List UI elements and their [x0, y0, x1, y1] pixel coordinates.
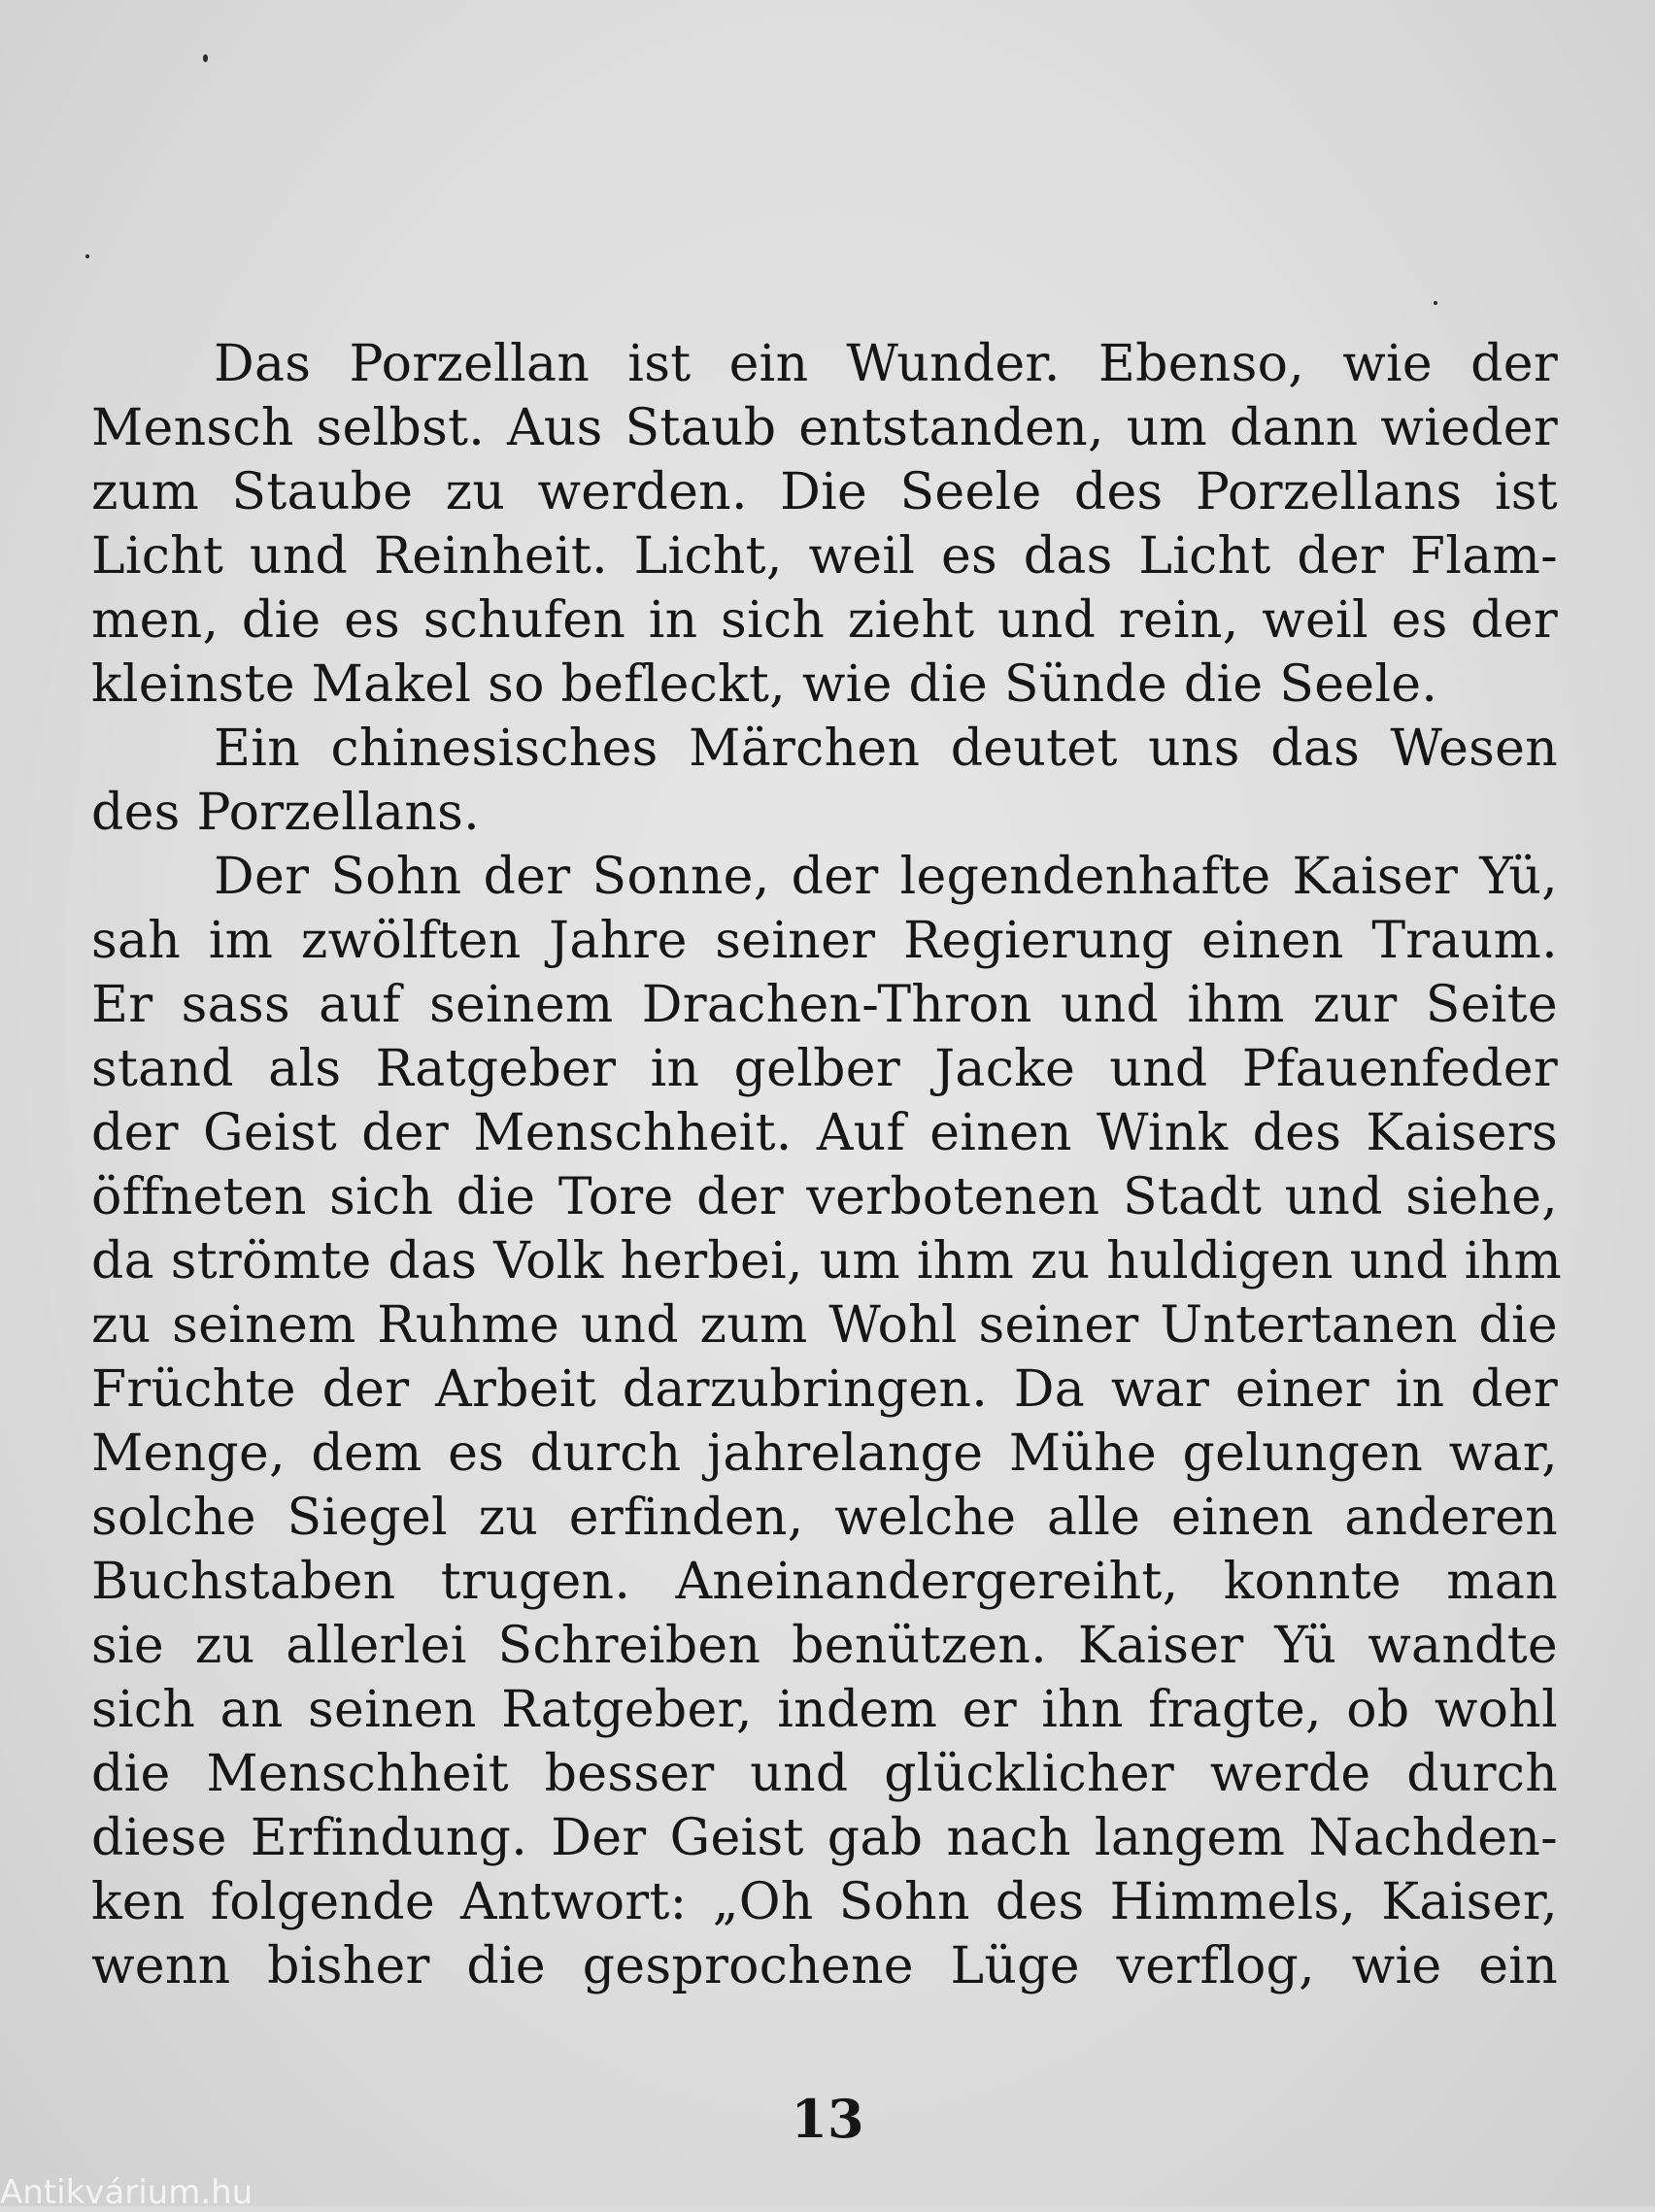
text-line: Er sass auf seinem Drachen-Thron und ihm zur Seite [91, 976, 1558, 1034]
text-line: da strömte das Volk herbei, um ihm zu huldigen und ihm [91, 1232, 1562, 1290]
text-line: zu seinem Ruhme und zum Wohl seiner Untertanen die [91, 1296, 1558, 1355]
text-line: wenn bisher die gesprochene Lüge verflog, wie ein [91, 1937, 1558, 1995]
page-number: 13 [791, 2088, 864, 2150]
text-line: Licht und Reinheit. Licht, weil es das Licht der Flam- [91, 527, 1558, 586]
text-line: der Geist der Menschheit. Auf einen Wink des Kaisers [91, 1104, 1558, 1162]
text-line: Der Sohn der Sonne, der legendenhafte Kaiser Yü, [214, 848, 1558, 906]
text-line: diese Erfindung. Der Geist gab nach langem Nachden- [91, 1809, 1558, 1867]
text-line: Ein chinesisches Märchen deutet uns das Wesen [214, 720, 1558, 778]
text-line: öffneten sich die Tore der verbotenen Stadt und siehe, [91, 1168, 1558, 1226]
text-line: Menge, dem es durch jahrelange Mühe gelungen war, [91, 1424, 1558, 1483]
text-line: die Menschheit besser und glücklicher werde durch [91, 1745, 1558, 1803]
body-text [91, 332, 1562, 1998]
watermark: Antikvárium.hu [0, 2173, 253, 2212]
text-line: stand als Ratgeber in gelber Jacke und Pfauenfeder [91, 1040, 1558, 1098]
text-line: sah im zwölften Jahre seiner Regierung einen Traum. [91, 912, 1558, 970]
text-line: sie zu allerlei Schreiben benützen. Kaiser Yü wandte [91, 1617, 1558, 1675]
text-line: des Porzellans. [91, 784, 480, 842]
text-line: Mensch selbst. Aus Staub entstanden, um dann wieder [91, 399, 1558, 457]
text-line: Das Porzellan ist ein Wunder. Ebenso, wie der [214, 335, 1558, 393]
text-line: kleinste Makel so befleckt, wie die Sünde die Seele. [91, 655, 1438, 714]
ink-speck [1434, 301, 1437, 305]
text-line: ken folgende Antwort: „Oh Sohn des Himmels, Kaiser, [91, 1873, 1558, 1931]
text-line: sich an seinen Ratgeber, indem er ihn fragte, ob wohl [91, 1681, 1558, 1739]
ink-speck [203, 54, 208, 62]
text-line: Buchstaben trugen. Aneinandergereiht, konnte man [91, 1553, 1558, 1611]
text-line: men, die es schufen in sich zieht und rein, weil es der [91, 591, 1558, 650]
text-line: Früchte der Arbeit darzubringen. Da war einer in der [91, 1360, 1558, 1419]
text-line: solche Siegel zu erfinden, welche alle einen anderen [91, 1489, 1558, 1547]
ink-speck [85, 254, 89, 258]
text-line: zum Staube zu werden. Die Seele des Porzellans ist [91, 463, 1558, 521]
